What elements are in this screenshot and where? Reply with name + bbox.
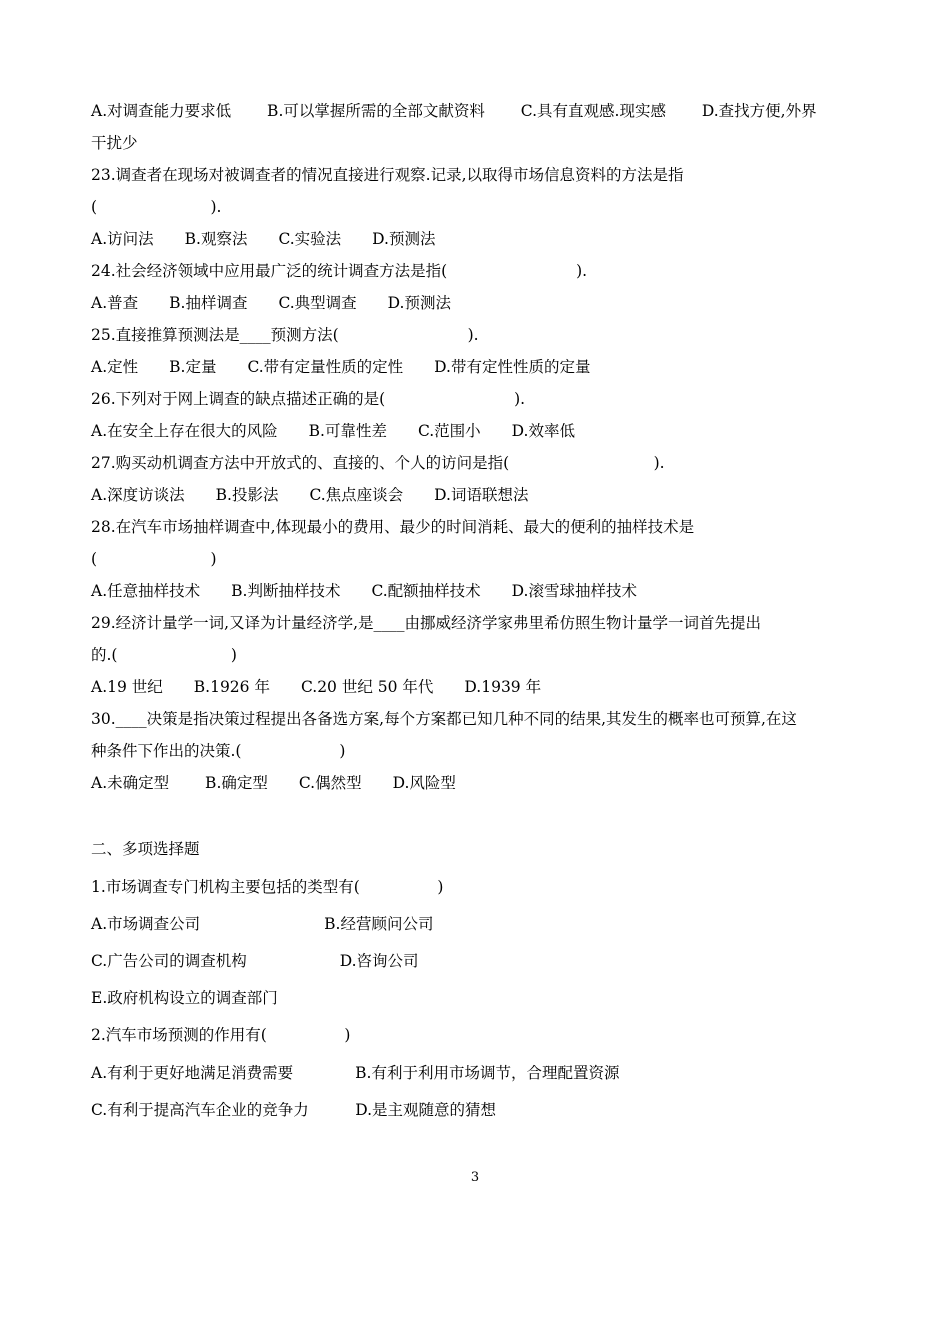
mq2-options-ab: A.有利于更好地满足消费需要 B.有利于利用市场调节，合理配置资源 bbox=[91, 1064, 620, 1082]
q24-stem: 24.社会经济领域中应用最广泛的统计调查方法是指( ). bbox=[91, 262, 588, 280]
q23-options: A.访问法 B.观察法 C.实验法 D.预测法 bbox=[91, 230, 436, 248]
q29-options: A.19 世纪 B.1926 年 C.20 世纪 50 年代 D.1939 年 bbox=[91, 678, 542, 696]
q25-options: A.定性 B.定量 C.带有定量性质的定性 D.带有定性性质的定量 bbox=[91, 358, 591, 376]
section-heading-multiple-choice: 二、多项选择题 bbox=[91, 840, 200, 858]
q28-options: A.任意抽样技术 B.判断抽样技术 C.配额抽样技术 D.滚雪球抽样技术 bbox=[91, 582, 637, 600]
mq1-option-e: E.政府机构设立的调查部门 bbox=[91, 989, 278, 1007]
q27-options: A.深度访谈法 B.投影法 C.焦点座谈会 D.词语联想法 bbox=[91, 486, 529, 504]
q26-options: A.在安全上存在很大的风险 B.可靠性差 C.范围小 D.效率低 bbox=[91, 422, 575, 440]
q30-stem: 30.____决策是指决策过程提出各备选方案,每个方案都已知几种不同的结果,其发生的概率也可预算,在这 bbox=[91, 710, 797, 728]
q24-options: A.普查 B.抽样调查 C.典型调查 D.预测法 bbox=[91, 294, 451, 312]
mq2-options-cd: C.有利于提高汽车企业的竞争力 D.是主观随意的猜想 bbox=[91, 1101, 497, 1119]
mq2-stem: 2.汽车市场预测的作用有( ) bbox=[91, 1026, 351, 1044]
mq1-options-ab: A.市场调查公司 B.经营顾问公司 bbox=[91, 915, 434, 933]
q22-options: A.对调查能力要求低 B.可以掌握所需的全部文献资料 C.具有直观感.现实感 D.查找方便,外界 bbox=[91, 102, 817, 120]
q23-stem-continued: ( ). bbox=[91, 198, 222, 216]
q23-stem: 23.调查者在现场对被调查者的情况直接进行观察.记录,以取得市场信息资料的方法是指 bbox=[91, 166, 684, 184]
q22-options-continued: 干扰少 bbox=[91, 134, 138, 152]
q29-stem: 29.经济计量学一词,又译为计量经济学,是____由挪威经济学家弗里希仿照生物计量学一词首先提出 bbox=[91, 614, 762, 632]
q28-stem-continued: ( ) bbox=[91, 550, 217, 568]
q28-stem: 28.在汽车市场抽样调查中,体现最小的费用、最少的时间消耗、最大的便利的抽样技术是 bbox=[91, 518, 695, 536]
q29-stem-continued: 的.( ) bbox=[91, 646, 237, 664]
mq1-options-cd: C.广告公司的调查机构 D.咨询公司 bbox=[91, 952, 419, 970]
q30-options: A.未确定型 B.确定型 C.偶然型 D.风险型 bbox=[91, 774, 456, 792]
page-number: 3 bbox=[470, 1170, 480, 1185]
mq1-stem: 1.市场调查专门机构主要包括的类型有( ) bbox=[91, 878, 444, 896]
q30-stem-continued: 种条件下作出的决策.( ) bbox=[91, 742, 346, 760]
q27-stem: 27.购买动机调查方法中开放式的、直接的、个人的访问是指( ). bbox=[91, 454, 665, 472]
q25-stem: 25.直接推算预测法是____预测方法( ). bbox=[91, 326, 479, 344]
q26-stem: 26.下列对于网上调查的缺点描述正确的是( ). bbox=[91, 390, 526, 408]
